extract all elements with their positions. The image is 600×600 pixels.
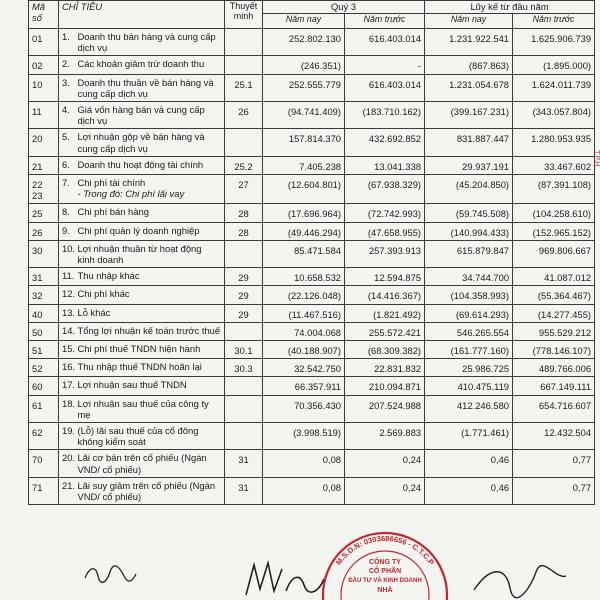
row-item-name: [75, 175, 225, 204]
row-q3-prior: 2.569.883: [345, 423, 425, 450]
row-q3-prior: 616.403.014: [345, 29, 425, 56]
row-code: 71: [29, 477, 59, 504]
row-code: 11: [29, 102, 59, 129]
row-q3-current: 252.555.779: [263, 74, 345, 101]
row-q3-current: 10.658.532: [263, 268, 345, 286]
row-item-name: [75, 102, 225, 129]
table-row: [29, 129, 595, 156]
row-note: 31: [225, 450, 263, 477]
row-ytd-prior: 654.716.607: [513, 395, 595, 422]
row-item-name: [75, 29, 225, 56]
row-q3-prior: (47.658.955): [345, 222, 425, 240]
table-body: [29, 29, 595, 505]
row-ytd-prior: (87.391.108): [513, 175, 595, 204]
table-row: [29, 450, 595, 477]
row-sub-note: - Trong đó: Chi phí lãi vay: [77, 188, 185, 200]
row-item-name: [75, 304, 225, 322]
header-q3: Quý 3: [263, 1, 425, 14]
row-q3-prior: 432.692.852: [345, 129, 425, 156]
row-item-label: Lợi nhuận thuần từ hoạt động kinh doanh: [77, 242, 202, 266]
table-row: [29, 102, 595, 129]
row-code: 22 23: [29, 175, 59, 204]
row-index: 4.: [59, 102, 75, 129]
row-code: 32: [29, 286, 59, 304]
signature-left: [80, 560, 140, 590]
row-index: 19.: [59, 423, 75, 450]
row-q3-current: 70.356.430: [263, 395, 345, 422]
row-note: [225, 377, 263, 395]
row-ytd-current: (45.204.850): [425, 175, 513, 204]
row-index: 21.: [59, 477, 75, 504]
row-item-name: [75, 129, 225, 156]
row-index: 13.: [59, 304, 75, 322]
company-seal: [320, 520, 450, 600]
svg-text:CÔNG TY: CÔNG TY: [369, 559, 401, 566]
row-index: 17.: [59, 377, 75, 395]
row-ytd-prior: 955.529.212: [513, 322, 595, 340]
row-ytd-current: (399.167.231): [425, 102, 513, 129]
row-code: 10: [29, 74, 59, 101]
table-row: [29, 395, 595, 422]
row-index: 12.: [59, 286, 75, 304]
table-row: [29, 204, 595, 222]
row-q3-prior: 207.524.988: [345, 395, 425, 422]
row-ytd-prior: 1.624.011.739: [513, 74, 595, 101]
row-ytd-prior: (55.364.467): [513, 286, 595, 304]
row-note: 26: [225, 102, 263, 129]
row-code: 25: [29, 204, 59, 222]
svg-text:NHÀ: NHÀ: [377, 587, 393, 594]
row-ytd-prior: 667.149.111: [513, 377, 595, 395]
row-index: 9.: [59, 222, 75, 240]
row-ytd-current: 412.246.580: [425, 395, 513, 422]
row-item-label: (Lỗ) lãi sau thuế của cổ đông không kiểm soát: [77, 425, 199, 448]
row-ytd-current: (161.777.160): [425, 341, 513, 359]
row-note: [225, 423, 263, 450]
header-q3-current: Năm nay: [263, 14, 345, 29]
row-item-name: [75, 286, 225, 304]
row-code: 70: [29, 450, 59, 477]
row-q3-current: (94.741.409): [263, 102, 345, 129]
row-q3-current: 157.814.370: [263, 129, 345, 156]
row-item-label: Chi phí quản lý doanh nghiệp: [77, 224, 200, 236]
row-code: 01: [29, 29, 59, 56]
row-ytd-prior: 0,77: [513, 450, 595, 477]
row-q3-current: (22.126.048): [263, 286, 345, 304]
row-index: 15.: [59, 341, 75, 359]
row-ytd-current: 34.744.700: [425, 268, 513, 286]
row-index: 8.: [59, 204, 75, 222]
row-ytd-current: 0,46: [425, 450, 513, 477]
row-q3-prior: (183.710.162): [345, 102, 425, 129]
row-q3-current: (12.604.801): [263, 175, 345, 204]
row-code: 20: [29, 129, 59, 156]
row-item-name: [75, 450, 225, 477]
row-note: 28: [225, 204, 263, 222]
svg-text:M.S.D.N: 0303686656 - C.T.C.P: M.S.D.N: 0303686656 - C.T.C.P: [333, 533, 437, 567]
row-ytd-current: 410.475.119: [425, 377, 513, 395]
row-index: 1.: [59, 29, 75, 56]
header-note: Thuyết minh: [225, 1, 263, 29]
row-item-label: Thu nhập khác: [77, 270, 140, 282]
row-note: 25.1: [225, 74, 263, 101]
row-item-label: Các khoản giảm trừ doanh thu: [77, 58, 205, 70]
header-code: Mã số: [29, 1, 59, 29]
row-ytd-prior: 0,77: [513, 477, 595, 504]
row-index: 18.: [59, 395, 75, 422]
row-ytd-current: 0,46: [425, 477, 513, 504]
table-row: [29, 74, 595, 101]
row-code: 26: [29, 222, 59, 240]
signature-middle: [240, 555, 330, 600]
row-index: 6.: [59, 156, 75, 174]
row-note: 30.3: [225, 359, 263, 377]
row-q3-prior: 210.094.871: [345, 377, 425, 395]
header-q3-prior: Năm trước: [345, 14, 425, 29]
row-code: 61: [29, 395, 59, 422]
row-index: 10.: [59, 240, 75, 267]
row-q3-current: (40.188.907): [263, 341, 345, 359]
table-row: [29, 341, 595, 359]
row-item-name: [75, 204, 225, 222]
row-ytd-current: (140.994.433): [425, 222, 513, 240]
row-item-name: [75, 423, 225, 450]
row-q3-current: (49.446.294): [263, 222, 345, 240]
row-item-label: Lỗ khác: [77, 306, 111, 318]
row-item-name: [75, 240, 225, 267]
row-ytd-current: 25.986.725: [425, 359, 513, 377]
income-statement-table: [28, 0, 595, 505]
row-q3-current: (11.467.516): [263, 304, 345, 322]
table-row: [29, 377, 595, 395]
row-item-label: Tổng lợi nhuận kế toán trước thuế: [77, 324, 221, 336]
row-note: 27: [225, 175, 263, 204]
svg-text:ĐẦU TƯ VÀ KINH DOANH: ĐẦU TƯ VÀ KINH DOANH: [348, 578, 422, 584]
row-q3-current: 0,08: [263, 450, 345, 477]
row-index: 5.: [59, 129, 75, 156]
row-note: 29: [225, 304, 263, 322]
row-ytd-prior: 12.432.504: [513, 423, 595, 450]
row-ytd-prior: (343.057.804): [513, 102, 595, 129]
table-row: [29, 423, 595, 450]
svg-text:CỔ PHẦN: CỔ PHẦN: [368, 568, 402, 575]
row-q3-current: 0,08: [263, 477, 345, 504]
header-ytd: Lũy kế từ đầu năm: [425, 1, 595, 14]
row-code: 31: [29, 268, 59, 286]
row-ytd-current: (1.771.461): [425, 423, 513, 450]
row-note: 25.2: [225, 156, 263, 174]
row-q3-current: 32.542.750: [263, 359, 345, 377]
row-q3-prior: 13.041.338: [345, 156, 425, 174]
row-item-label: Chi phí thuế TNDN hiện hành: [77, 343, 201, 355]
row-ytd-current: 546.265.554: [425, 322, 513, 340]
row-index: 3.: [59, 74, 75, 101]
row-note: [225, 29, 263, 56]
row-item-name: [75, 156, 225, 174]
row-item-name: [75, 341, 225, 359]
row-note: 31: [225, 477, 263, 504]
row-ytd-prior: (152.965.152): [513, 222, 595, 240]
row-ytd-current: 1.231.922.541: [425, 29, 513, 56]
row-item-label: Lãi suy giảm trên cổ phiếu (Ngàn VND/ cổ phiếu): [77, 479, 216, 503]
row-q3-prior: 12.594.875: [345, 268, 425, 286]
row-item-name: [75, 359, 225, 377]
row-item-label: Doanh thu thuần về bán hàng và cung cấp dịch vụ: [77, 76, 214, 99]
row-note: [225, 56, 263, 74]
row-code: 40: [29, 304, 59, 322]
row-note: 29: [225, 268, 263, 286]
row-ytd-prior: 489.766.006: [513, 359, 595, 377]
table-row: [29, 477, 595, 504]
row-item-label: Lãi cơ bản trên cổ phiếu (Ngàn VND/ cổ phiếu): [77, 452, 207, 475]
row-ytd-current: (867.863): [425, 56, 513, 74]
header-ytd-current: Năm nay: [425, 14, 513, 29]
signature-right: [470, 560, 570, 600]
row-q3-prior: 257.393.913: [345, 240, 425, 267]
row-q3-current: 85.471.584: [263, 240, 345, 267]
row-ytd-current: 615.879.847: [425, 240, 513, 267]
row-item-label: Chi phí khác: [77, 288, 130, 300]
row-q3-prior: (1.821.492): [345, 304, 425, 322]
table-row: [29, 56, 595, 74]
row-code: 52: [29, 359, 59, 377]
row-q3-prior: 616.403.014: [345, 74, 425, 101]
row-ytd-prior: 969.806.667: [513, 240, 595, 267]
table-row: [29, 304, 595, 322]
row-note: [225, 322, 263, 340]
table-row: [29, 322, 595, 340]
row-ytd-prior: 41.087.012: [513, 268, 595, 286]
row-item-name: [75, 56, 225, 74]
row-note: 28: [225, 222, 263, 240]
row-code: 50: [29, 322, 59, 340]
header-item: CHỈ TIÊU: [59, 1, 225, 29]
row-item-label: Doanh thu bán hàng và cung cấp dịch vụ: [77, 31, 216, 54]
row-q3-current: 252.802.130: [263, 29, 345, 56]
row-code: 02: [29, 56, 59, 74]
row-q3-prior: (14.416.367): [345, 286, 425, 304]
row-item-label: Lợi nhuận sau thuế TNDN: [77, 379, 187, 391]
row-note: [225, 240, 263, 267]
table-row: [29, 286, 595, 304]
row-code: 21: [29, 156, 59, 174]
row-ytd-prior: 1.625.906.739: [513, 29, 595, 56]
row-item-name: [75, 322, 225, 340]
table-row: [29, 268, 595, 286]
header-ytd-prior: Năm trước: [513, 14, 595, 29]
row-item-label: Chi phí bán hàng: [77, 206, 149, 218]
row-code: 51: [29, 341, 59, 359]
row-item-name: [75, 74, 225, 101]
row-q3-current: (246.351): [263, 56, 345, 74]
row-q3-prior: 255.572.421: [345, 322, 425, 340]
row-item-label: Lợi nhuận sau thuế của công ty mẹ: [77, 397, 209, 420]
table-row: [29, 29, 595, 56]
row-q3-prior: 0,24: [345, 477, 425, 504]
row-note: 29: [225, 286, 263, 304]
row-q3-prior: (67.938.329): [345, 175, 425, 204]
row-item-name: [75, 377, 225, 395]
table-row: [29, 175, 595, 204]
row-ytd-current: 1.231.054.678: [425, 74, 513, 101]
table-row: [29, 222, 595, 240]
row-q3-current: (17.696.964): [263, 204, 345, 222]
row-q3-current: 7.405.238: [263, 156, 345, 174]
row-q3-prior: (68.309.382): [345, 341, 425, 359]
row-ytd-current: (59.745.508): [425, 204, 513, 222]
row-index: 7.: [59, 175, 75, 204]
row-ytd-prior: 1.280.953.935: [513, 129, 595, 156]
row-q3-prior: 22.831.832: [345, 359, 425, 377]
row-q3-prior: 0,24: [345, 450, 425, 477]
table-row: [29, 240, 595, 267]
row-note: 30.1: [225, 341, 263, 359]
row-item-label: Chi phí tài chính: [77, 177, 146, 189]
row-ytd-prior: (104.258.610): [513, 204, 595, 222]
row-item-label: Lợi nhuận gộp về bán hàng và cung cấp dịch vụ: [77, 131, 205, 154]
row-item-label: Giá vốn hàng bán và cung cấp dịch vụ: [77, 104, 205, 127]
row-code: 62: [29, 423, 59, 450]
margin-marks: T.P.H: [593, 150, 600, 167]
row-ytd-prior: (778.146.107): [513, 341, 595, 359]
row-item-name: [75, 268, 225, 286]
row-ytd-current: (69.614.293): [425, 304, 513, 322]
row-q3-prior: -: [345, 56, 425, 74]
row-ytd-current: 29.937.191: [425, 156, 513, 174]
row-ytd-current: (104.358.993): [425, 286, 513, 304]
row-q3-current: 66.357.911: [263, 377, 345, 395]
row-code: 60: [29, 377, 59, 395]
row-code: 30: [29, 240, 59, 267]
row-ytd-prior: 33.467.602: [513, 156, 595, 174]
table-row: [29, 359, 595, 377]
row-index: 2.: [59, 56, 75, 74]
row-item-label: Doanh thu hoạt động tài chính: [77, 158, 204, 170]
row-note: [225, 395, 263, 422]
row-item-name: [75, 222, 225, 240]
row-q3-current: (3.998.519): [263, 423, 345, 450]
row-ytd-current: 831.887.447: [425, 129, 513, 156]
row-q3-current: 74.004.068: [263, 322, 345, 340]
row-item-name: [75, 477, 225, 504]
row-index: 11.: [59, 268, 75, 286]
row-index: 14.: [59, 322, 75, 340]
row-ytd-prior: (1.895.000): [513, 56, 595, 74]
table-row: [29, 156, 595, 174]
row-index: 20.: [59, 450, 75, 477]
row-ytd-prior: (14.277.455): [513, 304, 595, 322]
row-item-name: [75, 395, 225, 422]
row-index: 16.: [59, 359, 75, 377]
row-q3-prior: (72.742.993): [345, 204, 425, 222]
row-note: [225, 129, 263, 156]
row-item-label: Thu nhập thuế TNDN hoãn lại: [77, 361, 202, 373]
